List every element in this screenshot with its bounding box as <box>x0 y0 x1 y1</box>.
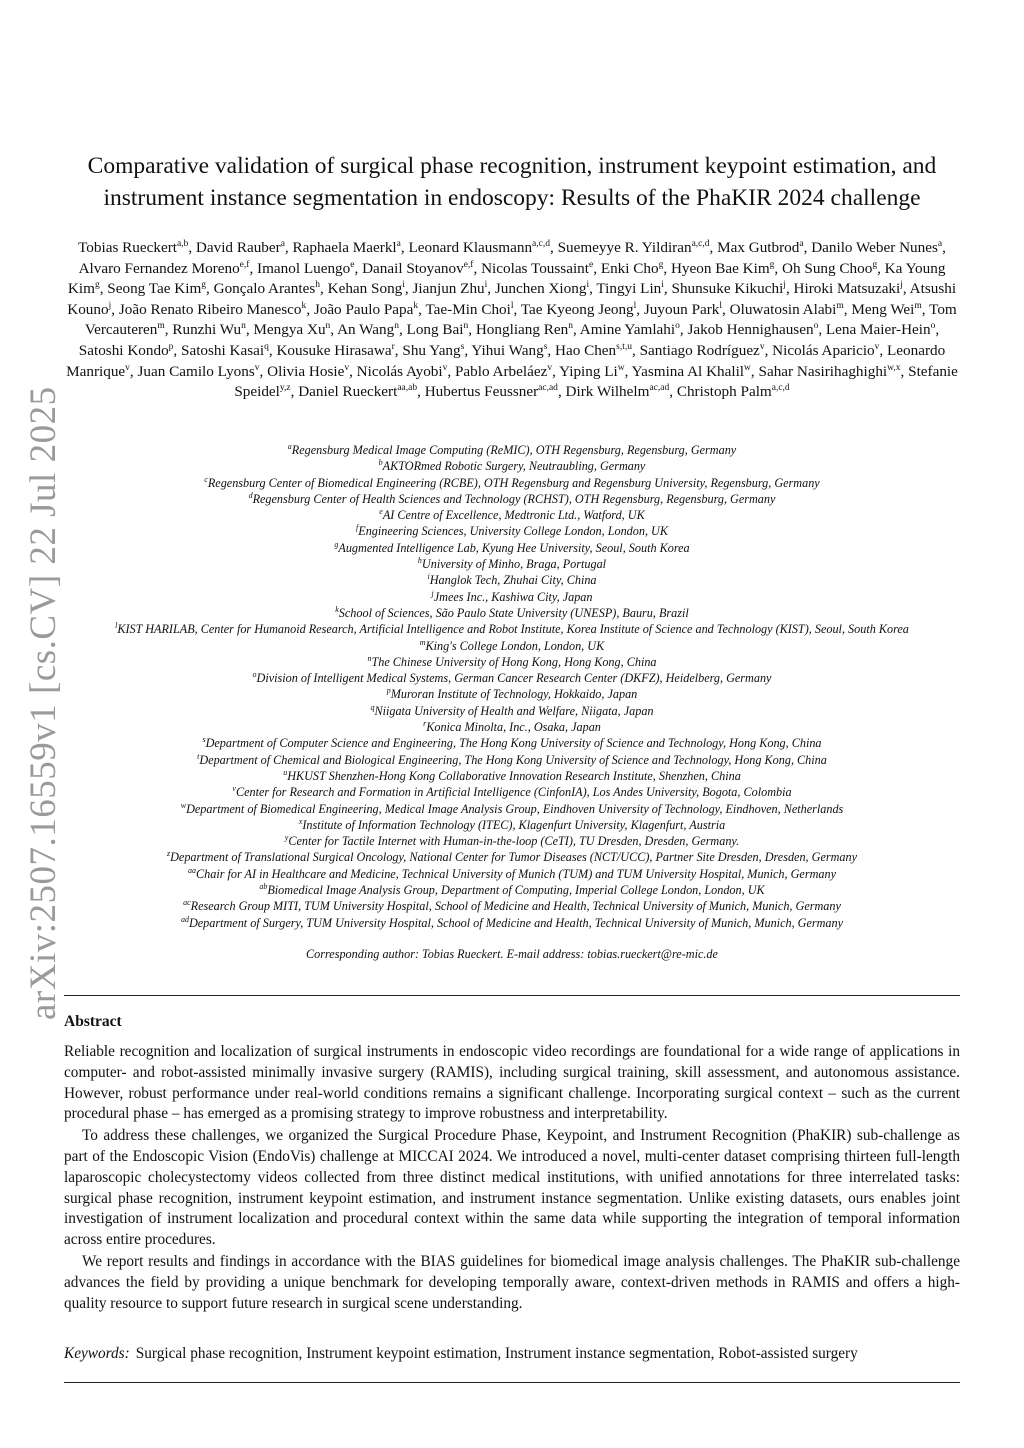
author-name: Gonçalo Arantes <box>213 280 316 298</box>
abstract-paragraph: Reliable recognition and localization of surgical instruments in endoscopic video recordings are foundational for a wide range of applications in computer- and robot-assisted minimally invasive surgery (RAMIS), including surgical training, skill assessment, and autonomous assistance. However, robust performance under real-world conditions remains a significant challenge. Incorporating surgical context – such as the current procedural phase – has emerged as a promising strategy to improve robustness and interpretability. <box>64 1043 960 1123</box>
affiliation-text: Niigata University of Health and Welfare, Niigata, Japan <box>374 703 654 718</box>
author <box>580 321 680 338</box>
affiliation-key: g <box>334 539 339 549</box>
author-name: Tom Vercauteren <box>84 300 957 339</box>
author-affiliation-marks: g <box>94 280 100 291</box>
author-affiliation-marks: n <box>241 321 246 332</box>
affiliation-key: ab <box>259 881 268 891</box>
paper-title: Comparative validation of surgical phase recognition, instrument keypoint estimation, and instrument instance segmentation in endoscopy: Results of the PhaKIR 2024 challenge <box>87 153 937 211</box>
keywords-label: Keywords: <box>64 1345 130 1362</box>
author-name: Dirk Wilhelm <box>565 383 650 401</box>
author-affiliation-marks: o <box>930 321 936 332</box>
author-name: Stefanie Speidel <box>234 362 958 401</box>
author-name: Shu Yang <box>402 341 461 359</box>
affiliation-key: n <box>367 653 372 663</box>
author <box>455 363 552 380</box>
author-name: Satoshi Kasai <box>181 341 265 359</box>
abstract-heading: Abstract <box>64 1013 122 1030</box>
author <box>596 280 664 297</box>
author-affiliation-marks: i <box>586 280 590 291</box>
affiliation-text: King's College London, London, UK <box>425 638 605 653</box>
affiliation <box>60 556 964 572</box>
affiliation-key: t <box>197 751 200 761</box>
author-name: Christoph Palm <box>676 383 772 401</box>
author-affiliation-marks: j <box>900 280 903 291</box>
affiliation <box>60 458 964 474</box>
affiliation-text: Department of Translational Surgical Oncology, National Center for Tumor Diseases (NCT/UCC), Partner Site Dresden, Dresden, Germany <box>170 850 857 865</box>
author <box>495 280 589 297</box>
affiliation <box>60 621 964 637</box>
author <box>119 301 306 318</box>
affiliation-key: w <box>180 800 187 810</box>
author-name: Atsushi Kouno <box>67 280 957 318</box>
author-name: Hyeon Bae Kim <box>670 259 770 277</box>
author <box>640 342 765 359</box>
author-name: Danilo Weber Nunes <box>811 239 938 256</box>
author-affiliation-marks: o <box>675 321 680 332</box>
affiliation-key: d <box>248 490 253 500</box>
keywords-text: Surgical phase recognition, Instrument keypoint estimation, Instrument instance segmentation, Robot-assisted surgery <box>135 1345 858 1362</box>
author-affiliation-marks: ac,ad <box>538 383 558 394</box>
author-name: Daniel Rueckert <box>298 383 398 401</box>
affiliation <box>60 605 964 621</box>
author-affiliation-marks: g <box>201 280 207 291</box>
author <box>559 363 625 380</box>
author-affiliation-marks: a <box>396 238 401 249</box>
author-affiliation-marks: v <box>547 362 553 373</box>
author-affiliation-marks: v <box>442 362 448 373</box>
author-affiliation-marks: a <box>799 238 804 249</box>
author <box>481 260 593 277</box>
author <box>644 301 722 318</box>
author-name: Yihui Wang <box>471 341 544 359</box>
affiliation-text: School of Sciences, São Paulo State University (UNESP), Bauru, Brazil <box>338 605 689 620</box>
author <box>521 301 636 318</box>
author-name: Pablo Arbeláez <box>454 362 548 380</box>
affiliation-text: Regensburg Medical Image Computing (ReMIC), OTH Regensburg, Regensburg, Germany <box>291 443 737 457</box>
affiliation-text: AKTORmed Robotic Surgery, Neutraubling, Germany <box>382 459 646 474</box>
author <box>601 260 664 277</box>
affiliation-key: m <box>419 637 426 647</box>
author-name: Alvaro Fernandez Moreno <box>78 259 240 277</box>
author <box>408 239 550 256</box>
affiliation <box>60 898 964 914</box>
affiliation-text: Department of Computer Science and Engineering, The Hong Kong University of Science and Technology, Hong Kong, China <box>205 736 822 751</box>
author <box>78 239 188 256</box>
author-affiliation-marks: m <box>836 300 844 311</box>
author-name: Juan Camilo Lyons <box>137 362 255 380</box>
affiliation-key: j <box>431 588 434 598</box>
author <box>425 301 513 318</box>
author-name: Lena Maier-Hein <box>825 321 931 339</box>
author-name: Ka Young Kim <box>67 259 946 298</box>
author <box>337 321 399 338</box>
author-affiliation-marks: a,c,d <box>691 238 710 249</box>
author <box>794 280 903 297</box>
author-name: Oluwatosin Alabi <box>729 300 837 318</box>
author-name: Suemeyye R. Yildiran <box>557 239 692 256</box>
affiliation-text: Hanglok Tech, Zhuhai City, China <box>429 573 597 588</box>
author-name: Kousuke Hirasawa <box>276 341 392 359</box>
affiliation-key: x <box>298 816 303 826</box>
affiliation-text: Muroran Institute of Technology, Hokkaido, Japan <box>390 687 638 702</box>
author-affiliation-marks: k <box>413 300 419 311</box>
author-affiliation-marks: w <box>617 362 625 373</box>
affiliation-key: ac <box>183 898 191 908</box>
affiliation-key: a <box>287 441 292 451</box>
author <box>196 239 285 256</box>
author <box>672 280 786 297</box>
affiliation <box>60 589 964 605</box>
author-name: Olivia Hosie <box>267 362 345 380</box>
author-name: Meng Wei <box>851 300 915 318</box>
author-affiliation-marks: m <box>157 321 165 332</box>
author <box>413 280 488 297</box>
affiliation <box>60 801 964 817</box>
affiliation <box>60 540 964 556</box>
author-name: Tae-Min Choi <box>425 300 511 318</box>
author-list: Tobias Rueckert$^{a,b}$, David Rauber$^a$, Raphaela Maerkl$^a$, Leonard Klausmann$^{a,c,d}$, Suemeyye R. Yildiran$^{a,c,d}$, Max Gutbrod$^a$, Danilo Weber Nunes$^a$, Alvaro Fernandez Moreno$^{e,f}$, Imanol Luengo$^e$, Danail Stoyanov$^{e,f}$, Nicolas Toussaint$^e$, Enki Cho$^g$, Hyeon Bae Kim$^g$, Oh Sung Choo$^g$, Ka Young Kim$^g$, Seong Tae Kim$^g$, Gonçalo Arantes$^h$, Kehan Song$^i$, Jianjun Zhu$^i$, Junchen Xiong$^i$, Tingyi Lin$^i$, Shunsuke Kikuchi$^j$, Hiroki Matsuzaki$^j$, Atsushi Kouno$^j$, João Renato Ribeiro Manesco$^k$, João Paulo Papa$^k$, Tae-Min Choi$^l$, Tae Kyeong Jeong$^l$, Juyoun Park$^l$, Oluwatosin Alabi$^m$, Meng Wei$^m$, Tom Vercauteren$^m$, Runzhi Wu$^n$, Mengya Xu$^n$, An Wang$^n$, Long Bai$^n$, Hongliang Ren$^n$, Amine Yamlahi$^o$, Jakob Hennighausen$^o$, Lena Maier-Hein$^o$, Satoshi Kondo$^p$, Satoshi Kasai$^q$, Kousuke Hirasawa$^r$, Shu Yang$^s$, Yihui Wang$^s$, Hao Chen$^{s,t,u}$, Santiago Rodríguez$^v$, Nicolás Aparicio$^v$, Leonardo Manrique$^v$, Juan Camilo Lyons$^v$, Olivia Hosie$^v$, Nicolás Ayobi$^v$, Pablo Arbeláez$^v$, Yiping Li$^w$, Yasmina Al Khalil$^w$, Sahar Nasirihaghighi$^{w,x}$, Stefanie Speidel$^{y,z}$, Daniel Rueckert$^{aa,ab}$, Hubertus Feussner$^{ac,ad}$, Dirk Wilhelm$^{ac,ad}$, Christoph Palm$^{a,c,d}$ <box>66 238 958 401</box>
author-name: An Wang <box>337 321 395 339</box>
author-affiliation-marks: a,c,d <box>532 238 550 249</box>
affiliation <box>60 735 964 751</box>
author-affiliation-marks: e <box>350 259 355 270</box>
affiliation <box>60 523 964 539</box>
author-affiliation-marks: n <box>568 321 573 332</box>
author <box>476 321 573 338</box>
author-affiliation-marks: o <box>813 321 819 332</box>
author-name: Hongliang Ren <box>475 321 569 339</box>
corresponding-author: Corresponding author: Tobias Rueckert. E-mail address: tobias.rueckert@re-mic.de <box>306 947 718 961</box>
author-name: Raphaela Maerkl <box>292 239 397 256</box>
affiliation-text: Department of Chemical and Biological Engineering, The Hong Kong University of Science and Technology, Hong Kong, China <box>199 752 827 767</box>
author <box>314 301 418 318</box>
author-name: Tae Kyeong Jeong <box>520 300 634 318</box>
affiliation <box>60 882 964 898</box>
author <box>181 342 269 359</box>
affiliation-key: b <box>378 458 383 468</box>
affiliation-key: s <box>202 735 206 745</box>
author <box>826 321 935 338</box>
author-affiliation-marks: s,t,u <box>616 341 632 352</box>
affiliation <box>60 670 964 686</box>
author-name: Hao Chen <box>554 341 617 359</box>
author-name: David Rauber <box>195 239 281 256</box>
author <box>172 321 245 338</box>
author-name: Shunsuke Kikuchi <box>671 280 784 298</box>
author <box>276 342 394 359</box>
affiliation-key: v <box>232 784 236 794</box>
affiliation-text: Institute of Information Technology (ITEC), Klagenfurt University, Klagenfurt, Austria <box>302 817 726 832</box>
author-name: Jakob Hennighausen <box>687 321 814 339</box>
bottom-rule <box>64 1382 960 1383</box>
author-name: Santiago Rodríguez <box>639 341 760 359</box>
author <box>402 342 464 359</box>
affiliation <box>60 442 964 458</box>
author-name: Jianjun Zhu <box>412 280 485 298</box>
author <box>730 301 844 318</box>
affiliation-text: Division of Intelligent Medical Systems, German Cancer Research Center (DKFZ), Heidelberg, Germany <box>256 671 772 686</box>
abstract-paragraph: To address these challenges, we organized the Surgical Procedure Phase, Keypoint, and Instrument Recognition (PhaKIR) sub-challenge as part of the Endoscopic Vision (EndoVis) challenge at MICCAI 2024. We introduced a novel, multi-center dataset comprising thirteen full-length laparoscopic cholecystectomy videos collected from three distinct medical institutions, with unified annotations for three interrelated tasks: surgical phase recognition, instrument keypoint estimation, and instrument instance segmentation. Unlike existing datasets, ours enables joint investigation of instrument localization and procedural context within the same data while supporting the integration of temporal information across entire procedures. <box>64 1127 960 1249</box>
top-rule <box>64 995 960 996</box>
author <box>253 321 330 338</box>
keywords <box>64 1344 960 1364</box>
author-affiliation-marks: v <box>344 362 350 373</box>
author-name: Oh Sung Choo <box>782 259 873 277</box>
affiliation <box>60 849 964 865</box>
author-name: Sahar Nasirihaghighi <box>758 362 888 380</box>
affiliation-key: e <box>379 507 383 517</box>
affiliation-text: The Chinese University of Hong Kong, Hong Kong, China <box>371 654 657 669</box>
author-affiliation-marks: e,f <box>463 259 474 270</box>
affiliation-text: HKUST Shenzhen-Hong Kong Collaborative Innovation Research Institute, Shenzhen, China <box>287 768 741 783</box>
author-affiliation-marks: a,c,d <box>771 383 790 394</box>
author-affiliation-marks: a <box>937 238 943 249</box>
author <box>677 383 790 400</box>
author-name: Nicolás Ayobi <box>356 362 443 380</box>
author-name: Hiroki Matsuzaki <box>793 280 901 298</box>
affiliation-key: aa <box>188 865 196 875</box>
affiliation-text: Department of Surgery, TUM University Hospital, School of Medicine and Health, Technical University of Munich, Munich, Germany <box>188 915 844 930</box>
author-name: Kehan Song <box>327 280 403 298</box>
author-affiliation-marks: g <box>872 259 878 270</box>
author-affiliation-marks: n <box>325 321 331 332</box>
affiliation-text: AI Centre of Excellence, Medtronic Ltd., Watford, UK <box>382 508 645 523</box>
affiliation <box>60 752 964 768</box>
author <box>407 321 469 338</box>
author-name: Yiping Li <box>559 362 618 380</box>
affiliation <box>60 491 964 507</box>
author <box>772 342 879 359</box>
author <box>782 260 877 277</box>
affiliation-text: Research Group MITI, TUM University Hospital, School of Medicine and Health, Technical University of Munich, Munich, Germany <box>190 899 841 914</box>
author <box>107 280 206 297</box>
author-affiliation-marks: e,f <box>239 259 250 270</box>
affiliation-text: University of Minho, Braga, Portugal <box>421 557 607 572</box>
author-affiliation-marks: e <box>589 259 594 270</box>
affiliation-key: p <box>386 686 391 696</box>
author-name: Danail Stoyanov <box>362 259 464 277</box>
author <box>759 363 901 380</box>
author-name: Leonard Klausmann <box>408 239 533 256</box>
author-affiliation-marks: w <box>744 362 751 373</box>
affiliation-key: y <box>284 833 289 843</box>
affiliation-key: o <box>252 670 257 680</box>
author-name: Juyoun Park <box>643 300 720 318</box>
affiliation-text: KIST HARILAB, Center for Humanoid Research, Artificial Intelligence and Robot Institute, Korea Institute of Science and Technology (KIST), Seoul, South Korea <box>117 622 909 637</box>
author-affiliation-marks: r <box>391 341 395 352</box>
author-affiliation-marks: v <box>759 341 765 352</box>
author <box>632 363 751 380</box>
author <box>293 239 401 256</box>
author-affiliation-marks: v <box>125 362 130 373</box>
author <box>425 383 558 400</box>
author-affiliation-marks: g <box>769 259 775 270</box>
author-name: Tingyi Lin <box>596 280 662 298</box>
affiliation <box>60 703 964 719</box>
author <box>79 342 174 359</box>
affiliation-key: k <box>335 604 339 614</box>
affiliation <box>60 475 964 491</box>
affiliation-text: Engineering Sciences, University College London, London, UK <box>358 524 668 539</box>
author <box>79 260 250 277</box>
affiliation <box>60 686 964 702</box>
affiliation-text: Regensburg Center of Health Sciences and Technology (RCHST), OTH Regensburg, Regensburg, Germany <box>252 491 776 506</box>
author <box>671 260 774 277</box>
author <box>811 239 942 256</box>
author-affiliation-marks: w,x <box>887 362 901 373</box>
author-affiliation-marks: s <box>543 341 548 352</box>
affiliation-text: Center for Tactile Internet with Human-in-the-loop (CeTI), TU Dresden, Dresden, Germany. <box>288 834 740 849</box>
author-affiliation-marks: aa,ab <box>397 383 418 394</box>
author-affiliation-marks: i <box>402 280 405 291</box>
author-name: João Renato Ribeiro Manesco <box>118 300 302 318</box>
author-affiliation-marks: j <box>783 280 786 291</box>
author <box>555 342 632 359</box>
author-name: Seong Tae Kim <box>107 280 202 298</box>
author <box>362 260 473 277</box>
author <box>687 321 818 338</box>
author <box>717 239 803 256</box>
author-affiliation-marks: m <box>914 300 922 311</box>
author-affiliation-marks: a,b <box>176 238 189 249</box>
affiliation-key: z <box>166 849 171 859</box>
author-affiliation-marks: s <box>460 341 465 352</box>
affiliation <box>60 719 964 735</box>
author-name: Nicolas Toussaint <box>481 259 589 277</box>
author-name: Mengya Xu <box>253 321 326 339</box>
affiliation <box>60 784 964 800</box>
author-name: Enki Cho <box>600 259 659 277</box>
affiliation-text: Biomedical Image Analysis Group, Department of Computing, Imperial College London, London, UK <box>267 883 765 898</box>
arxiv-identifier: arXiv:2507.16559v1 [cs.CV] 22 Jul 2025 <box>23 386 64 1020</box>
author-affiliation-marks: y,z <box>279 383 291 394</box>
author-name: Long Bai <box>406 321 464 339</box>
abstract-body <box>64 1042 960 1314</box>
author <box>214 280 320 297</box>
author-affiliation-marks: i <box>484 280 488 291</box>
author <box>566 383 670 400</box>
affiliation-text: Chair for AI in Healthcare and Medicine, Technical University of Munich (TUM) and TUM University Hospital, Munich, Germany <box>196 866 836 881</box>
author-name: Runzhi Wu <box>172 321 242 339</box>
author <box>298 383 417 400</box>
author-name: Imanol Luengo <box>257 259 351 277</box>
affiliation <box>60 866 964 882</box>
author-affiliation-marks: p <box>168 341 174 352</box>
author-name: João Paulo Papa <box>313 300 414 318</box>
author <box>257 260 354 277</box>
affiliation-list <box>60 442 964 931</box>
author <box>267 363 349 380</box>
author-name: Nicolás Aparicio <box>772 341 875 359</box>
affiliation-key: u <box>283 767 288 777</box>
affiliation-key: q <box>370 702 375 712</box>
author-name: Hubertus Feussner <box>424 383 539 401</box>
author-affiliation-marks: ac,ad <box>649 383 670 394</box>
affiliation-key: c <box>204 474 208 484</box>
author-name: Junchen Xiong <box>494 280 587 298</box>
affiliation-key: r <box>423 718 427 728</box>
affiliation-text: Department of Biomedical Engineering, Medical Image Analysis Group, Eindhoven University of Technology, Eindhoven, Netherlands <box>186 801 844 816</box>
author-affiliation-marks: h <box>315 280 321 291</box>
author-name: Yasmina Al Khalil <box>631 362 745 380</box>
author-affiliation-marks: v <box>874 341 880 352</box>
author-affiliation-marks: g <box>658 259 664 270</box>
author <box>357 363 448 380</box>
affiliation-key: ad <box>180 914 189 924</box>
affiliation-text: Augmented Intelligence Lab, Kyung Hee University, Seoul, South Korea <box>338 540 690 555</box>
author-name: Amine Yamlahi <box>579 321 676 339</box>
author-name: Tobias Rueckert <box>78 239 177 256</box>
affiliation-key: h <box>417 556 422 566</box>
author <box>471 342 547 359</box>
affiliation-text: Jmees Inc., Kashiwa City, Japan <box>433 589 593 604</box>
author-affiliation-marks: l <box>510 300 514 311</box>
author-affiliation-marks: q <box>264 341 269 352</box>
affiliation <box>60 638 964 654</box>
abstract-paragraph: We report results and findings in accordance with the BIAS guidelines for biomedical image analysis challenges. The PhaKIR sub-challenge advances the field by providing a unique benchmark for developing temporally aware, context-driven methods in RAMIS and offers a high-quality resource to support future research in surgical scene understanding. <box>64 1252 960 1312</box>
author-affiliation-marks: k <box>301 300 307 311</box>
author-affiliation-marks: n <box>394 321 399 332</box>
author-affiliation-marks: n <box>463 321 469 332</box>
affiliation <box>60 572 964 588</box>
affiliation <box>60 507 964 523</box>
affiliation <box>60 768 964 784</box>
author <box>851 301 921 318</box>
author-affiliation-marks: i <box>661 280 664 291</box>
author <box>558 239 710 256</box>
affiliation <box>60 833 964 849</box>
affiliation-text: Center for Research and Formation in Artificial Intelligence (CinfonIA), Los Andes University, Bogota, Colombia <box>235 785 792 800</box>
affiliation <box>60 654 964 670</box>
affiliation-key: i <box>427 572 430 582</box>
author-name: Satoshi Kondo <box>78 341 169 359</box>
affiliation <box>60 915 964 931</box>
author-affiliation-marks: a <box>280 238 285 249</box>
affiliation-key: l <box>115 621 118 631</box>
author-affiliation-marks: l <box>719 300 723 311</box>
author <box>328 280 405 297</box>
author-affiliation-marks: j <box>108 300 112 311</box>
affiliation-text: Konica Minolta, Inc., Osaka, Japan <box>426 720 601 735</box>
author-affiliation-marks: v <box>254 362 260 373</box>
author-name: Max Gutbrod <box>717 239 800 256</box>
author-affiliation-marks: l <box>633 300 637 311</box>
affiliation-key: f <box>356 523 359 533</box>
affiliation <box>60 817 964 833</box>
author-name: Leonardo Manrique <box>66 341 946 380</box>
affiliation-text: Regensburg Center of Biomedical Engineering (RCBE), OTH Regensburg and Regensburg University, Regensburg, Germany <box>207 475 820 490</box>
author <box>138 363 260 380</box>
